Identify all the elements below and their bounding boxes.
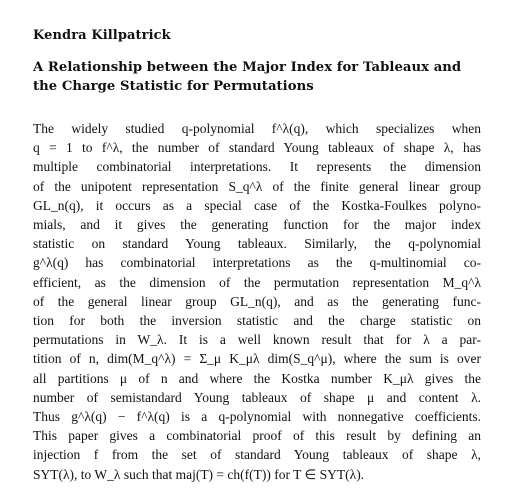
abstract-line-5: GL_n(q), it occurs as a special case of the Kostka-Foulkes polyno-: [33, 197, 481, 213]
abstract-line-11: tion for both the inversion statistic and the charge statistic on: [33, 313, 481, 329]
paper-page: [33, 28, 481, 484]
abstract-line-19: SYT(λ), to W_λ such that maj(T) = ch(f(T)) for T ∈ SYT(λ).: [33, 466, 365, 482]
abstract-line-6: mials, and it gives the generating function for the major index: [33, 217, 481, 233]
abstract-line-16: Thus g^λ(q) − f^λ(q) is a q-polynomial with nonnegative coefficients.: [33, 409, 481, 425]
abstract-line-13: tition of n, dim(M_q^λ) = Σ_μ K_μλ dim(S_q^μ), where the sum is over: [33, 351, 481, 367]
title-line-1: A Relationship between the Major Index for Tableaux and: [33, 60, 462, 75]
abstract-line-9: efficient, as the dimension of the permutation representation M_q^λ: [33, 274, 481, 290]
abstract-line-17: This paper gives a combinatorial proof of this result by defining an: [33, 428, 481, 444]
abstract-line-8: g^λ(q) has combinatorial interpretations as the q-multinomial co-: [33, 255, 481, 271]
abstract-line-14: all partitions μ of n and where the Kostka number K_μλ gives the: [33, 370, 481, 386]
abstract-line-12: permutations in W_λ. It is a well known result that for λ a par-: [33, 332, 481, 348]
paper-title: [33, 58, 481, 96]
abstract-line-3: multiple combinatorial interpretations. It represents the dimension: [33, 159, 481, 175]
abstract-line-7: statistic on standard Young tableaux. Similarly, the q-polynomial: [33, 236, 481, 252]
abstract: [33, 119, 481, 484]
abstract-line-18: injection f from the set of standard Young tableaux of shape λ,: [33, 447, 481, 463]
abstract-line-10: of the general linear group GL_n(q), and as the generating func-: [33, 293, 481, 309]
abstract-line-2: q = 1 to f^λ, the number of standard Young tableaux of shape λ, has: [33, 140, 481, 156]
author-name: Kendra Killpatrick: [33, 28, 171, 43]
abstract-line-1: The widely studied q-polynomial f^λ(q), which specializes when: [33, 121, 481, 136]
title-line-2: the Charge Statistic for Permutations: [33, 79, 314, 94]
abstract-line-4: of the unipotent representation S_q^λ of the finite general linear group: [33, 178, 481, 194]
abstract-line-15: number of semistandard Young tableaux of shape μ and content λ.: [33, 389, 481, 405]
